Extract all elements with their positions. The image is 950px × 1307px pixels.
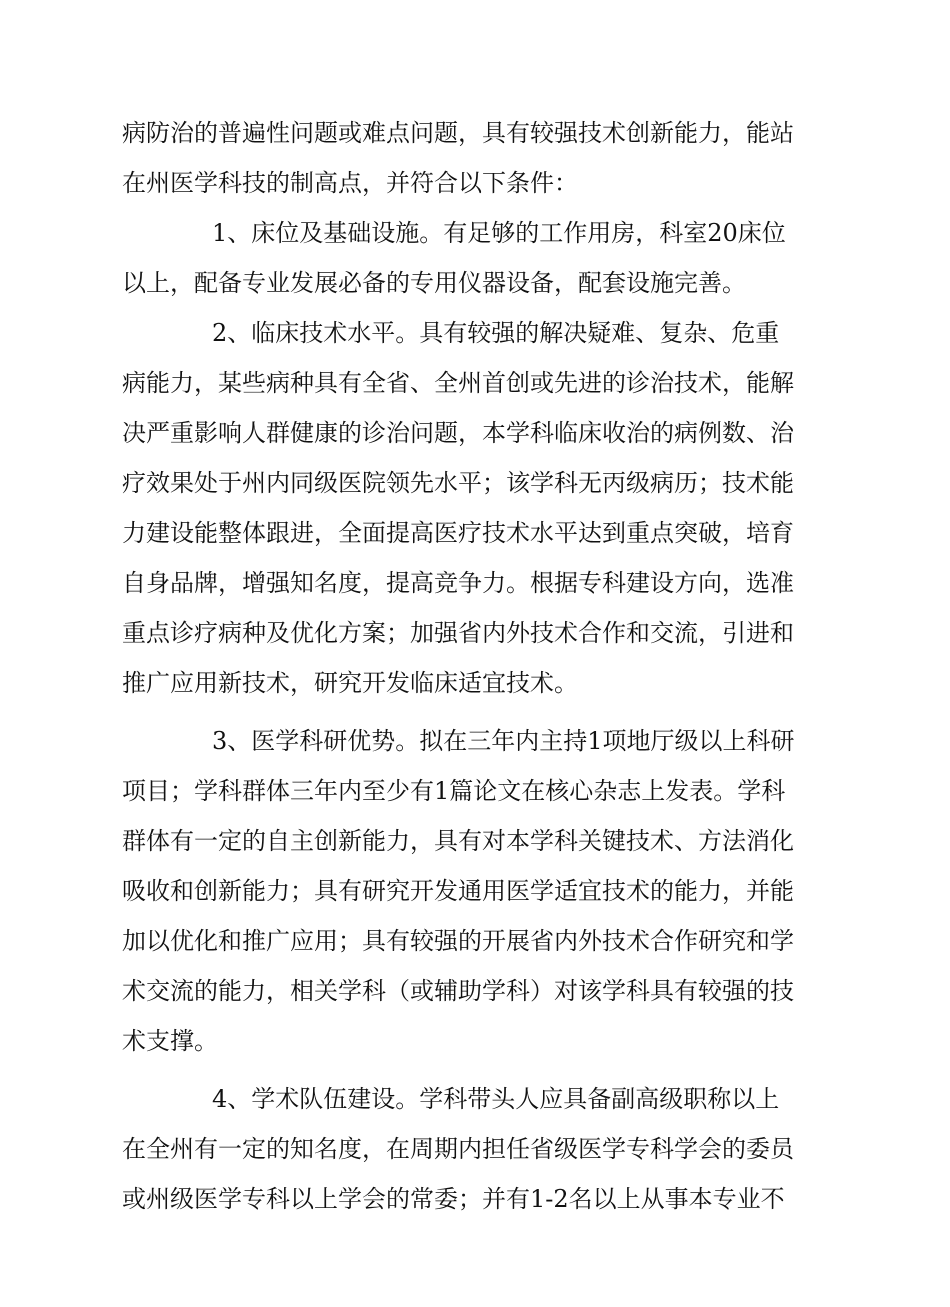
text-line: 群体有一定的自主创新能力，具有对本学科关键技术、方法消化 <box>122 827 794 855</box>
text-line: 或州级医学专科以上学会的常委；并有1-2名以上从事本专业不 <box>122 1185 785 1213</box>
text-line: 术交流的能力，相关学科（或辅助学科）对该学科具有较强的技 <box>122 977 794 1005</box>
item-1-heading-line: 1、床位及基础设施。有足够的工作用房，科室20床位 <box>212 219 786 247</box>
text-line: 吸收和创新能力；具有研究开发通用医学适宜技术的能力，并能 <box>122 877 794 905</box>
text-line: 在全州有一定的知名度，在周期内担任省级医学专科学会的委员 <box>122 1135 794 1163</box>
text-line: 疗效果处于州内同级医院领先水平；该学科无丙级病历；技术能 <box>122 469 794 497</box>
text-line: 重点诊疗病种及优化方案；加强省内外技术合作和交流，引进和 <box>122 619 794 647</box>
document-body <box>122 108 822 1224</box>
text-line: 在州医学科技的制高点，并符合以下条件： <box>122 169 578 197</box>
item-4-heading-line: 4、学术队伍建设。学科带头人应具备副高级职称以上 <box>212 1085 780 1113</box>
text-line: 自身品牌，增强知名度，提高竞争力。根据专科建设方向，选准 <box>122 569 794 597</box>
text-line: 决严重影响人群健康的诊治问题，本学科临床收治的病例数、治 <box>122 419 794 447</box>
text-line: 加以优化和推广应用；具有较强的开展省内外技术合作研究和学 <box>122 927 794 955</box>
text-line: 以上，配备专业发展必备的专用仪器设备，配套设施完善。 <box>122 269 746 297</box>
text-line: 病防治的普遍性问题或难点问题，具有较强技术创新能力，能站 <box>122 119 794 147</box>
text-line: 病能力，某些病种具有全省、全州首创或先进的诊治技术，能解 <box>122 369 794 397</box>
paragraph-gap <box>122 708 822 716</box>
text-line: 推广应用新技术，研究开发临床适宜技术。 <box>122 669 578 697</box>
text-line: 力建设能整体跟进，全面提高医疗技术水平达到重点突破，培育 <box>122 519 794 547</box>
item-2-heading-line: 2、临床技术水平。具有较强的解决疑难、复杂、危重 <box>212 319 780 347</box>
text-line: 项目；学科群体三年内至少有1篇论文在核心杂志上发表。学科 <box>122 777 786 805</box>
paragraph-gap <box>122 1066 822 1074</box>
text-line: 术支撑。 <box>122 1027 218 1055</box>
item-3-heading-line: 3、医学科研优势。拟在三年内主持1项地厅级以上科研 <box>212 727 795 755</box>
